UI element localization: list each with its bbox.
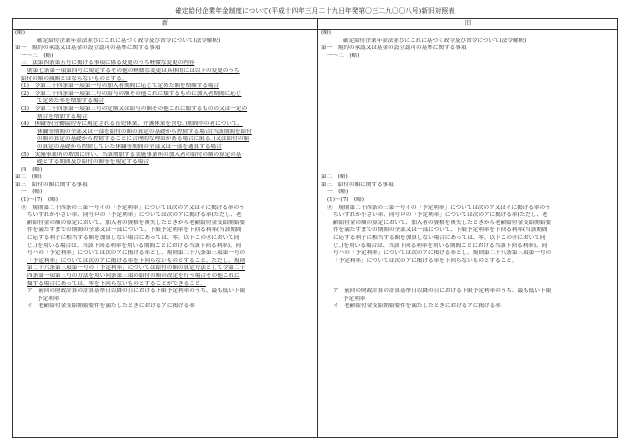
text-line: じ。)を用いる場合は、当該下回る利率を用いる期間ごとにおける当該下回る利率)、同: [333, 242, 548, 249]
amended-line: の算定の基礎から控除していた休職等期間の全部又は一部を通算する場合: [37, 143, 222, 150]
amended-line: 則第七条第一項第四号に規定するその他の軽微な変更は具体的には以下の変更のうち: [27, 67, 240, 74]
amended-line: 類する場合にあっては、零を下回らないものとすることができること。: [27, 280, 206, 287]
text-line: 号ハの「予定利率」については次のアに掲げる率とし、規則第二十八条第三項第一号の: [27, 250, 246, 257]
text-line: 確定給付企業年金法並びにこれに基づく政令及び省令について(法令解釈): [343, 37, 527, 44]
amended-line: (2) 令第二十四条第一項第二号の給与の額その他これに類するものに加入者期間に応じ: [21, 90, 242, 97]
text-line: に応ずる利子に相当する額を加算しない場合にあっては、零。以下この⑧において同: [27, 235, 240, 242]
amended-line: 第二十六条第三項第一号の「予定利率」については給付の額の算定方法として令第二十: [27, 265, 246, 272]
text-line: 一～二 (略): [327, 52, 360, 59]
section-heading: 第二 (略): [321, 174, 348, 181]
section-heading: 第一 規約の承認又は基金の設立認可の基準に関する事項: [321, 45, 467, 52]
text-line: 号ハの「予定利率」については次のアに掲げる率とし、規則第二十八条第三項第一号の: [333, 250, 552, 257]
text-line: イ 老齢給付金支給開始要件を満たしたときにおけるアに掲げる率: [333, 303, 501, 310]
text-line: 齢給付金の額の算定において、加入者の資格を喪失したときから老齢給付金支給開始要: [27, 219, 246, 226]
text-line: 予定利率: [343, 295, 366, 302]
amended-line: (1) 令第二十四条第一項第一号の加入者期間に応じて定めた額を増額する場合: [21, 83, 220, 90]
text-line: 四 (略): [21, 166, 43, 173]
text-line: (略): [15, 30, 25, 36]
section-heading: 第三 給付の額に関する事項: [15, 181, 88, 188]
amended-line: (3) 令第二十四条第一項第三号の定額又は給与の額その他これに類するものの又は一定の: [21, 105, 248, 112]
amended-line: 礎とする期間及び給付の額等を規定する場合: [37, 159, 149, 166]
amended-line: 割合を増加する場合: [37, 113, 88, 120]
text-line: 一 (略): [21, 189, 43, 196]
section-heading: 第三 給付の額に関する事項: [321, 181, 394, 188]
column-header-old: 旧: [464, 20, 472, 27]
text-line: 「予定利率」については次のアに掲げる率を下回らないものとすること。: [333, 257, 518, 264]
text-line: 件を満たすまでの期間の全部又は一部について、下限予定利率を下回る利率(当該期間: [333, 227, 548, 234]
text-line: ちいずれか小さい率、同号ロの「予定利率」については次のアに掲げる率(ただし、老: [27, 212, 242, 219]
text-line: 予定利率: [37, 295, 60, 302]
amended-line: (4) 休職等(労働協約等に規定される育児休業、介護休業を含む。)期間中の者について、: [21, 121, 243, 128]
amended-line: 「予定利率」については次のアに掲げる率を下回らないものとすること。ただし、規則: [27, 257, 246, 264]
old-column: [321, 30, 615, 311]
text-line: ⑧ 規則第二十四条の三第一号イの「予定利率」については次のア又はイに掲げる率のう: [327, 204, 551, 211]
text-line: 一～二 (略): [21, 52, 54, 59]
text-line: 齢給付金の額の算定において、加入者の資格を喪失したときから老齢給付金支給開始要: [333, 219, 552, 226]
text-line: 確定給付企業年金法並びにこれに基づく政令及び省令について(法令解釈): [37, 37, 221, 44]
text-line: ⑧ 規則第二十四条の三第一号イの「予定利率」については次のア又はイに掲げる率のう: [21, 204, 245, 211]
table-header: [13, 19, 617, 30]
section-heading: 第二 (略): [15, 174, 42, 181]
amended-line: て定めた率を増加する場合: [37, 98, 105, 105]
text-line: ア 前回の財政計算の計算基準日以降の日における下限予定利率のうち、最も低い下限: [27, 288, 246, 295]
text-line: ちいずれか小さい率、同号ロの「予定利率」については次のアに掲げる率(ただし、老: [333, 212, 548, 219]
column-header-new: 新: [161, 20, 169, 27]
amended-line: 三 法第四条第五号に掲げる事項に係る変更のうち軽微な変更の内容: [21, 60, 195, 67]
amended-line: 休職等期間の全部又は一部を給付の額の算定の基礎から控除する場合(当該期間を給付: [37, 128, 252, 135]
text-line: (1)～(7) (略): [327, 197, 364, 204]
text-line: 件を満たすまでの期間の全部又は一部について、下限予定利率を下回る利率(当該期間: [27, 227, 242, 234]
amended-line: の額の算定の基礎から控除することに合理的な理由がある場合に限る。)又は給付の額: [37, 136, 249, 143]
comparison-table: [12, 18, 618, 438]
new-column: [15, 30, 313, 311]
text-line: 一 (略): [327, 189, 349, 196]
amended-line: (5) 実施事業所の増加に伴い、当該増加する実施事業所の加入者の給付の額の算定の基: [21, 151, 242, 158]
amended-line: 四条第一項第三号の方法を用い同条第三項の給付の額の改定を行う場合その他これに: [27, 273, 240, 279]
text-line: (1)～(7) (略): [21, 197, 58, 204]
text-line: じ。)を用いる場合は、当該下回る利率を用いる期間ごとにおける当該下回る利率)、同: [27, 242, 242, 249]
amended-line: 給付の額の減額とはならないものとする。: [21, 75, 128, 82]
document-title: 確定給付企業年金制度について(平成十四年三月二十九日年発第〇三二九〇〇八号)新旧対照表: [175, 7, 455, 15]
column-divider: [317, 19, 318, 437]
text-line: (略): [321, 30, 331, 36]
text-line: ア 前回の財政計算の計算基準日以降の日における下限予定利率のうち、最も低い下限: [333, 288, 552, 295]
text-line: イ 老齢給付金支給開始要件を満たしたときにおけるアに掲げる率: [27, 303, 195, 310]
section-heading: 第一 規約の承認又は基金の設立認可の基準に関する事項: [15, 45, 161, 52]
text-line: に応ずる利子に相当する額を加算しない場合にあっては、零。以下この⑧において同: [333, 235, 546, 242]
